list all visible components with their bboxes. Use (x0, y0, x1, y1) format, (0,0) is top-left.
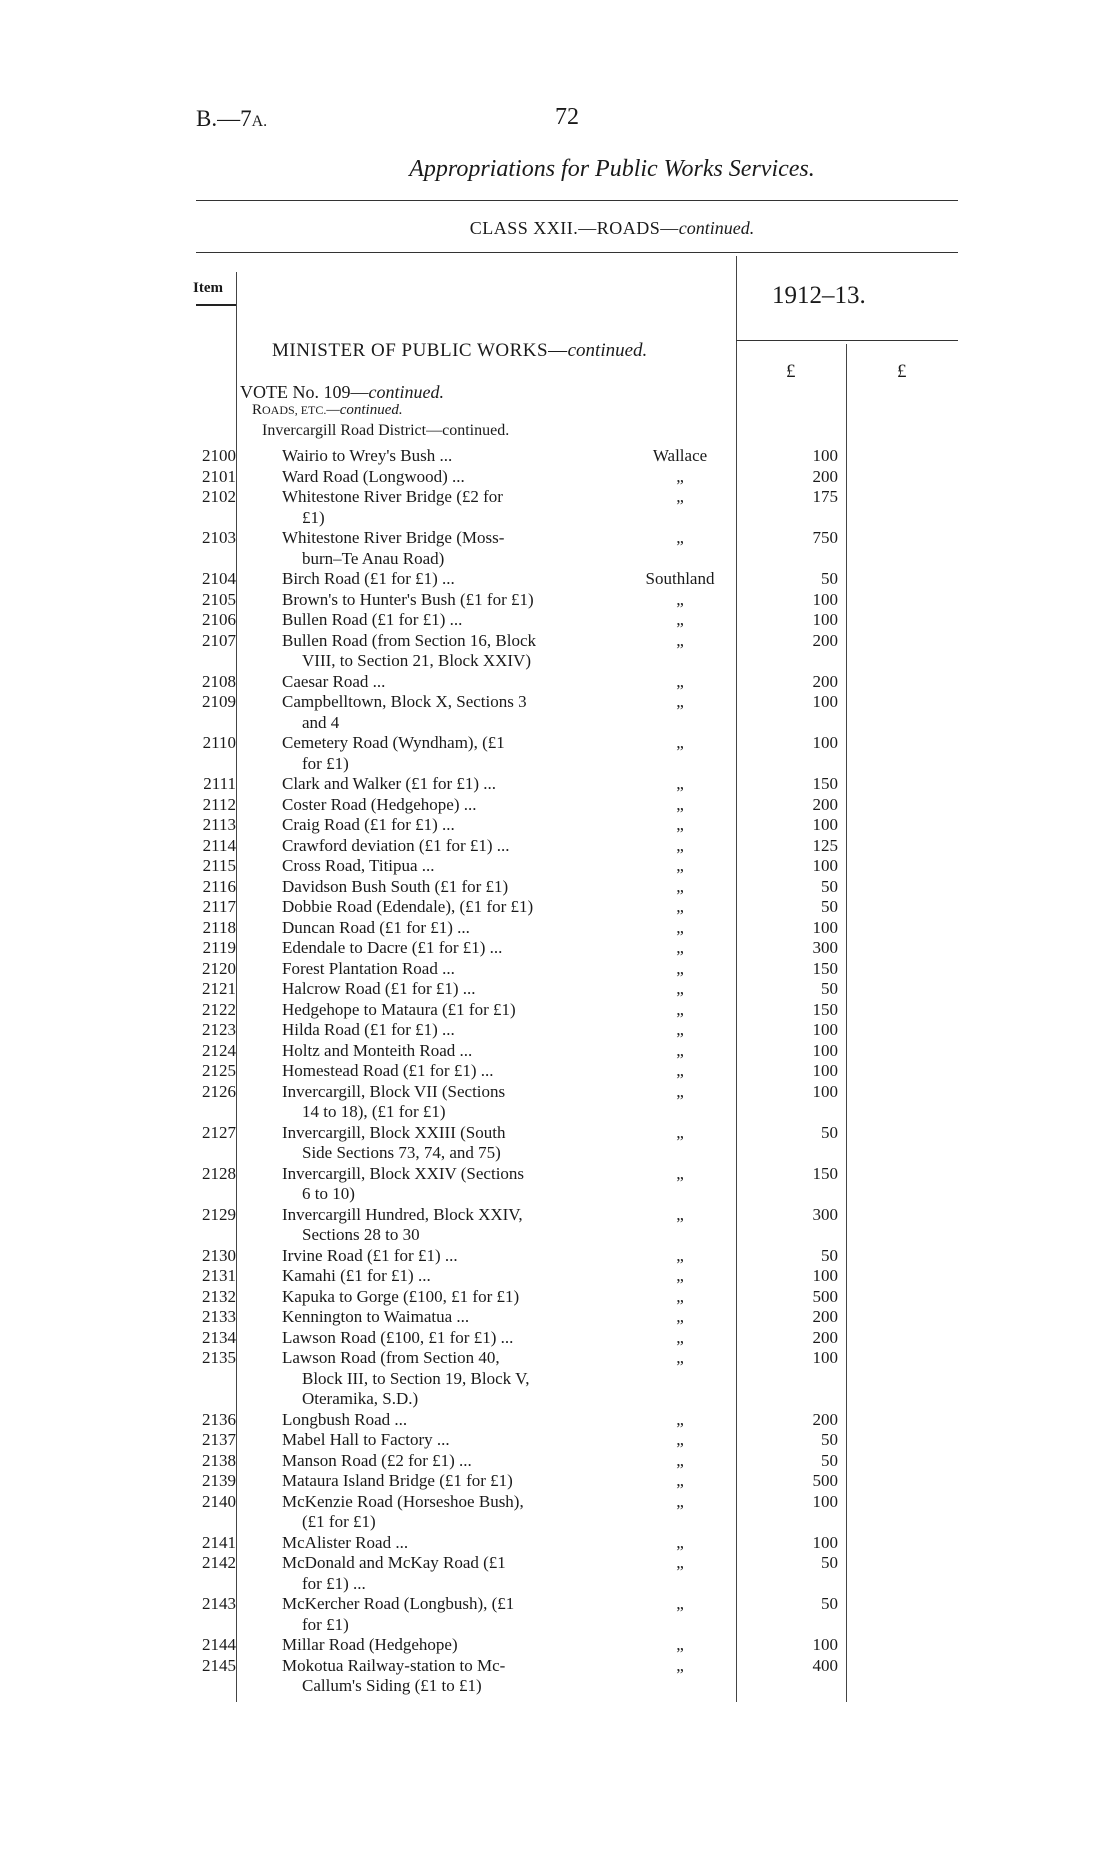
district-name: „ (676, 1204, 684, 1224)
table-row (0, 1430, 1114, 1451)
amount: 100 (812, 917, 838, 937)
district-name: „ (676, 692, 684, 711)
item-description: Davidson Bush South (£1 for £1) (282, 876, 509, 896)
district-name: „ (676, 466, 684, 486)
amount: 175 (812, 487, 838, 506)
district-name: „ (676, 630, 684, 650)
table-row (0, 1041, 1114, 1062)
item-description: Brown's to Hunter's Bush (£1 for £1) (282, 589, 534, 609)
item-description: Kamahi (£1 for £1) ... (282, 1266, 431, 1285)
amount: 100 (812, 446, 838, 465)
table-row (0, 1205, 1114, 1246)
table-row (0, 1328, 1114, 1349)
district-name: „ (676, 938, 684, 957)
table-row (0, 1348, 1114, 1410)
district-name: „ (676, 1594, 684, 1613)
district-name: „ (676, 774, 684, 793)
table-row (0, 1471, 1114, 1492)
table-row (0, 569, 1114, 590)
item-description: Mabel Hall to Factory ... (282, 1430, 450, 1449)
table-row (0, 795, 1114, 816)
district-name: Southland (645, 569, 715, 588)
amount: 200 (812, 630, 838, 650)
item-description-continuation: Callum's Siding (£1 to £1) (302, 1676, 482, 1695)
district-name: „ (676, 897, 684, 916)
year-rule (736, 340, 958, 341)
table-row (0, 1082, 1114, 1123)
item-number: 2100 (202, 446, 236, 465)
amount: 100 (812, 1532, 838, 1552)
district-name: „ (676, 958, 684, 978)
item-description-continuation: 14 to 18), (£1 for £1) (302, 1102, 446, 1121)
minister-heading: MINISTER OF PUBLIC WORKS—continued. (272, 340, 648, 361)
item-number: 2119 (202, 938, 236, 957)
amount: 125 (812, 835, 838, 855)
district-name: „ (676, 1266, 684, 1285)
item-number: 2122 (202, 999, 236, 1019)
item-description: Invercargill, Block XXIV (Sections 6 to 10) (282, 1164, 594, 1205)
table-row (0, 1266, 1114, 1287)
item-description: Crawford deviation (£1 for £1) ... (282, 835, 510, 855)
district-name: „ (676, 1061, 684, 1080)
item-description-continuation: for £1) (302, 753, 349, 773)
item-description-continuation: £1) (302, 507, 325, 527)
item-number: 2123 (202, 1020, 236, 1039)
district-name: „ (676, 1348, 684, 1367)
item-number: 2108 (202, 671, 236, 691)
table-row (0, 610, 1114, 631)
page-number: 72 (555, 104, 579, 130)
district-name: „ (676, 1450, 684, 1470)
district-name: „ (676, 1040, 684, 1060)
appropriation-rows (0, 446, 1114, 1697)
district-name: „ (676, 528, 684, 547)
item-description: Kapuka to Gorge (£100, £1 for £1) (282, 1286, 520, 1306)
amount: 150 (812, 999, 838, 1019)
table-row (0, 1451, 1114, 1472)
item-number: 2115 (202, 856, 236, 875)
item-description-continuation: for £1) ... (302, 1573, 366, 1593)
district-name: „ (676, 1635, 684, 1654)
item-description: Halcrow Road (£1 for £1) ... (282, 979, 476, 998)
table-row (0, 1492, 1114, 1533)
item-number: 2126 (202, 1081, 236, 1101)
amount: 100 (812, 610, 838, 629)
item-description-continuation: burn–Te Anau Road) (302, 548, 445, 568)
table-row (0, 692, 1114, 733)
item-number: 2104 (202, 569, 236, 588)
district-name: „ (676, 1655, 684, 1675)
district-name: „ (676, 794, 684, 814)
table-row (0, 733, 1114, 774)
district-name: „ (676, 917, 684, 937)
amount: 100 (812, 1491, 838, 1511)
amount: 50 (821, 1122, 838, 1142)
roads-subheading: ROADS, ETC.—continued. (252, 402, 403, 418)
item-number: 2101 (202, 466, 236, 486)
table-row (0, 590, 1114, 611)
table-row (0, 959, 1114, 980)
district-name: „ (676, 487, 684, 506)
item-description: Duncan Road (£1 for £1) ... (282, 917, 470, 937)
table-row (0, 1061, 1114, 1082)
item-number: 2112 (202, 794, 236, 814)
district-name: „ (676, 999, 684, 1019)
item-description: Forest Plantation Road ... (282, 958, 455, 978)
item-description: Millar Road (Hedgehope) (282, 1635, 458, 1654)
table-row (0, 446, 1114, 467)
item-number: 2138 (202, 1450, 236, 1470)
item-description-continuation: and 4 (302, 712, 340, 732)
amount: 100 (812, 1020, 838, 1039)
amount: 100 (812, 1348, 838, 1367)
amount: 200 (812, 1409, 838, 1429)
table-row (0, 856, 1114, 877)
item-number: 2137 (202, 1430, 236, 1449)
table-row (0, 528, 1114, 569)
amount: 100 (812, 1061, 838, 1080)
table-row (0, 1246, 1114, 1267)
amount: 100 (812, 589, 838, 609)
item-number: 2132 (202, 1286, 236, 1306)
item-description: Birch Road (£1 for £1) ... (282, 569, 455, 588)
amount: 200 (812, 671, 838, 691)
item-description: Kennington to Waimatua ... (282, 1307, 470, 1326)
table-row (0, 1020, 1114, 1041)
table-row (0, 938, 1114, 959)
district-name: Wallace (652, 446, 708, 465)
district-name: „ (676, 1307, 684, 1326)
class-title: CLASS XXII.—ROADS—continued. (469, 218, 755, 238)
district-name: „ (676, 1491, 684, 1511)
amount: 200 (812, 1307, 838, 1326)
amount: 100 (812, 1635, 838, 1654)
item-number: 2102 (202, 487, 236, 506)
item-description-continuation: Oteramika, S.D.) (302, 1389, 419, 1408)
item-number: 2116 (202, 876, 236, 896)
amount: 50 (821, 1553, 838, 1572)
table-row (0, 774, 1114, 795)
item-number: 2139 (202, 1471, 236, 1490)
amount: 200 (812, 466, 838, 486)
item-description: Irvine Road (£1 for £1) ... (282, 1245, 458, 1265)
item-description: McAlister Road ... (282, 1532, 409, 1552)
item-number: 2103 (202, 528, 236, 547)
item-description: McKenzie Road (Horseshoe Bush), (£1 for £1) (282, 1492, 594, 1533)
item-description-continuation: Block III, to Section 19, Block V, (302, 1368, 530, 1388)
item-number: 2125 (202, 1061, 236, 1080)
amount: 150 (812, 1163, 838, 1183)
item-description: Hilda Road (£1 for £1) ... (282, 1020, 455, 1039)
district-name: „ (676, 733, 684, 752)
amount: 100 (812, 692, 838, 711)
item-description: Edendale to Dacre (£1 for £1) ... (282, 938, 503, 957)
district-name: „ (676, 979, 684, 998)
item-description: Bullen Road (£1 for £1) ... (282, 610, 463, 629)
item-number: 2107 (202, 630, 236, 650)
item-number: 2136 (202, 1409, 236, 1429)
table-row (0, 877, 1114, 898)
amount: 300 (812, 938, 838, 957)
item-description: McDonald and McKay Road (£1 for £1) ... (282, 1553, 594, 1594)
district-name: „ (676, 1163, 684, 1183)
item-description: Dobbie Road (Edendale), (£1 for £1) (282, 897, 534, 916)
district-name: „ (676, 876, 684, 896)
pound-column-1-header: £ (786, 361, 796, 382)
district-name: „ (676, 671, 684, 691)
amount: 100 (812, 733, 838, 752)
item-column-header: Item (193, 280, 223, 296)
table-row (0, 979, 1114, 1000)
district-name: „ (676, 1122, 684, 1142)
item-description: Clark and Walker (£1 for £1) ... (282, 774, 497, 793)
item-description-continuation: Sections 28 to 30 (302, 1225, 420, 1244)
item-description: McKercher Road (Longbush), (£1 for £1) (282, 1594, 594, 1635)
amount: 150 (812, 958, 838, 978)
district-name: „ (676, 610, 684, 629)
district-name: „ (676, 815, 684, 834)
item-description: Bullen Road (from Section 16, Block VIII, to Section 21, Block XXIV) (282, 631, 594, 672)
item-description: Campbelltown, Block X, Sections 3 and 4 (282, 692, 594, 733)
amount: 200 (812, 794, 838, 814)
district-name: „ (676, 1020, 684, 1039)
table-row (0, 1656, 1114, 1697)
item-description: Invercargill, Block XXIII (South Side Sections 73, 74, and 75) (282, 1123, 594, 1164)
item-description-continuation: VIII, to Section 21, Block XXIV) (302, 651, 531, 670)
district-subheading: Invercargill Road District—continued. (262, 422, 510, 439)
table-row (0, 1307, 1114, 1328)
amount: 500 (812, 1471, 838, 1490)
amount: 50 (821, 1430, 838, 1449)
table-row (0, 1635, 1114, 1656)
item-number: 2134 (202, 1327, 236, 1347)
item-number: 2124 (202, 1040, 236, 1060)
table-row (0, 815, 1114, 836)
district-name: „ (676, 856, 684, 875)
item-number: 2143 (202, 1594, 236, 1613)
item-number: 2140 (202, 1491, 236, 1511)
item-description: Longbush Road ... (282, 1409, 408, 1429)
table-row (0, 467, 1114, 488)
item-number: 2128 (202, 1163, 236, 1183)
amount: 50 (821, 1450, 838, 1470)
title-rule (196, 200, 958, 201)
table-row (0, 1287, 1114, 1308)
district-name: „ (676, 1553, 684, 1572)
item-number: 2127 (202, 1122, 236, 1142)
item-description: Caesar Road ... (282, 671, 386, 691)
item-number: 2121 (202, 979, 236, 998)
table-row (0, 836, 1114, 857)
amount: 750 (812, 528, 838, 547)
year-header: 1912–13. (772, 282, 866, 309)
item-description: Lawson Road (from Section 40, Block III, to Section 19, Block V, Oteramika, S.D.) (282, 1348, 594, 1410)
table-top-rule (196, 252, 958, 253)
district-name: „ (676, 1532, 684, 1552)
item-number: 2141 (202, 1532, 236, 1552)
item-number: 2130 (202, 1245, 236, 1265)
item-description: Holtz and Monteith Road ... (282, 1040, 473, 1060)
item-description: Cemetery Road (Wyndham), (£1 for £1) (282, 733, 594, 774)
item-description: Hedgehope to Mataura (£1 for £1) (282, 999, 516, 1019)
item-description: Mataura Island Bridge (£1 for £1) (282, 1471, 513, 1490)
item-description: Invercargill Hundred, Block XXIV, Sections 28 to 30 (282, 1205, 594, 1246)
amount: 50 (821, 979, 838, 998)
item-description: Manson Road (£2 for £1) ... (282, 1450, 472, 1470)
table-row (0, 897, 1114, 918)
page-title: Appropriations for Public Works Services. (409, 156, 815, 182)
district-name: „ (676, 835, 684, 855)
amount: 50 (821, 897, 838, 916)
item-number: 2133 (202, 1307, 236, 1326)
item-description-continuation: (£1 for £1) (302, 1512, 376, 1531)
district-name: „ (676, 1430, 684, 1449)
item-description-continuation: Side Sections 73, 74, and 75) (302, 1143, 501, 1162)
item-number: 2135 (202, 1348, 236, 1367)
item-description-continuation: for £1) (302, 1614, 349, 1634)
table-row (0, 631, 1114, 672)
amount: 50 (821, 1594, 838, 1613)
item-number: 2105 (202, 589, 236, 609)
item-description: Mokotua Railway-station to Mc- Callum's Siding (£1 to £1) (282, 1656, 594, 1697)
item-description: Whitestone River Bridge (£2 for £1) (282, 487, 594, 528)
table-row (0, 918, 1114, 939)
table-row (0, 1594, 1114, 1635)
table-row (0, 1533, 1114, 1554)
amount: 100 (812, 815, 838, 834)
amount: 100 (812, 1081, 838, 1101)
amount: 100 (812, 1266, 838, 1285)
district-name: „ (676, 1286, 684, 1306)
item-number: 2110 (202, 733, 236, 752)
item-number: 2129 (202, 1204, 236, 1224)
document-reference: B.—7A. (196, 106, 268, 131)
item-number: 2117 (202, 897, 236, 916)
amount: 50 (821, 1245, 838, 1265)
item-number: 2114 (202, 835, 236, 855)
district-name: „ (676, 1327, 684, 1347)
table-row (0, 672, 1114, 693)
item-number: 2144 (202, 1635, 236, 1654)
item-description: Homestead Road (£1 for £1) ... (282, 1061, 494, 1080)
amount: 50 (821, 569, 838, 588)
table-row (0, 1553, 1114, 1594)
item-number: 2145 (202, 1655, 236, 1675)
item-number: 2113 (202, 815, 236, 834)
item-number: 2111 (203, 774, 236, 793)
item-number: 2120 (202, 958, 236, 978)
table-row (0, 1164, 1114, 1205)
amount: 150 (812, 774, 838, 793)
amount: 200 (812, 1327, 838, 1347)
district-name: „ (676, 1245, 684, 1265)
amount: 300 (812, 1204, 838, 1224)
item-number: 2118 (202, 917, 236, 937)
amount: 400 (812, 1655, 838, 1675)
item-description: Invercargill, Block VII (Sections 14 to 18), (£1 for £1) (282, 1082, 594, 1123)
item-number: 2106 (202, 610, 236, 629)
pound-column-2-header: £ (897, 361, 907, 382)
amount: 50 (821, 876, 838, 896)
district-name: „ (676, 1409, 684, 1429)
table-row (0, 1123, 1114, 1164)
item-description: Craig Road (£1 for £1) ... (282, 815, 455, 834)
item-number: 2131 (202, 1266, 236, 1285)
table-row (0, 1410, 1114, 1431)
item-description: Cross Road, Titipua ... (282, 856, 435, 875)
item-description: Wairio to Wrey's Bush ... (282, 446, 453, 465)
amount: 500 (812, 1286, 838, 1306)
item-number: 2109 (202, 692, 236, 711)
district-name: „ (676, 1081, 684, 1101)
table-row (0, 487, 1114, 528)
item-number: 2142 (202, 1553, 236, 1572)
table-row (0, 1000, 1114, 1021)
amount: 100 (812, 856, 838, 875)
item-description-continuation: 6 to 10) (302, 1184, 355, 1203)
vote-heading: VOTE No. 109—continued. (240, 382, 444, 402)
district-name: „ (676, 589, 684, 609)
amount: 100 (812, 1040, 838, 1060)
item-description: Coster Road (Hedgehope) ... (282, 794, 477, 814)
item-description: Lawson Road (£100, £1 for £1) ... (282, 1327, 514, 1347)
district-name: „ (676, 1471, 684, 1490)
item-description: Whitestone River Bridge (Moss- burn–Te Anau Road) (282, 528, 594, 569)
item-description: Ward Road (Longwood) ... (282, 466, 465, 486)
item-header-underline (196, 304, 236, 306)
